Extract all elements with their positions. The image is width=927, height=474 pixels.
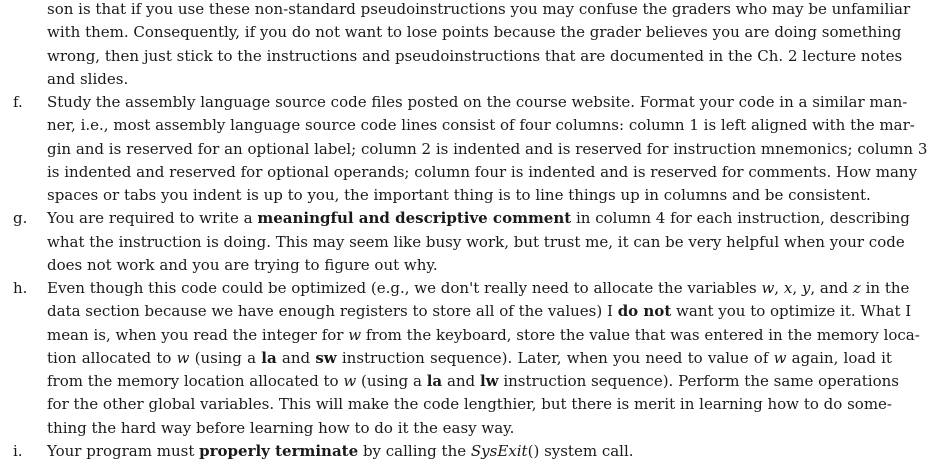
text-line: for the other global variables. This will make the code lengthier, but there is merit in learning how to do some- (47, 395, 892, 414)
text-line (47, 370, 899, 393)
text-run: from the keyboard, store the value that was entered in the memory loca- (365, 325, 920, 344)
bold-phrase: properly terminate (199, 441, 359, 460)
variable-w: w (176, 348, 190, 367)
text-run: Your program must (47, 441, 195, 460)
text-run: Even though this code could be optimized (e.g., we don't really need to allocate the variables (47, 279, 757, 297)
text-line: gin and is reserved for an optional label; column 2 is indented and is reserved for instruction mnemonics; column 3 (47, 139, 927, 158)
text-run: data section because we have enough registers to store all of the values) I (47, 302, 613, 321)
text-line: ner, i.e., most assembly language source code lines consist of four columns: column 1 is left aligned with the mar- (47, 116, 915, 135)
function-name: SysExit (470, 441, 528, 460)
text-line (47, 324, 920, 347)
text-run: from the memory location allocated to (47, 372, 339, 390)
list-item-i (0, 440, 922, 463)
text-run: and (281, 348, 311, 367)
text-run: (using a (360, 372, 422, 390)
instruction-la: la (261, 348, 277, 367)
text-run: instruction sequence). Perform the same operations (503, 372, 899, 390)
text-run: again, load it (791, 348, 892, 367)
bold-phrase: do not (617, 302, 672, 321)
instruction-lw: lw (479, 372, 499, 390)
text-run: (using a (194, 348, 257, 367)
text-line: thing the hard way before learning how to do it the easy way. (47, 418, 515, 437)
text-line (47, 207, 910, 230)
text-run: , (774, 279, 780, 297)
text-line: is indented and reserved for optional operands; column four is indented and is reserved for comments. How many (47, 162, 918, 181)
variable-w: w (343, 372, 357, 390)
list-marker: h. (13, 279, 28, 297)
text-line (47, 300, 912, 323)
text-line: spaces or tabs you indent is up to you, the important thing is to line things up in columns and be consistent. (47, 186, 871, 204)
text-run: , (792, 279, 798, 297)
list-marker: g. (13, 209, 28, 228)
text-line: son is that if you use these non-standard pseudoinstructions you may confuse the graders who may be unfamiliar (47, 0, 911, 18)
list-marker: f. (13, 93, 23, 111)
list-item-f (0, 91, 927, 207)
instruction-la: la (426, 372, 443, 390)
variable-x: x (783, 279, 793, 297)
variable-y: y (801, 279, 811, 297)
variable-w: w (773, 348, 787, 367)
text-run: You are required to write a (47, 209, 253, 228)
variable-z: z (852, 279, 861, 297)
text-run: mean is, when you read the integer for (47, 325, 344, 344)
text-run: () system call. (527, 441, 634, 460)
text-run: tion allocated to (47, 348, 172, 367)
list-item-h (0, 277, 922, 440)
instruction-sw: sw (315, 348, 337, 367)
text-line: what the instruction is doing. This may seem like busy work, but trust me, it can be very helpful when your code (47, 232, 905, 251)
list-item-g (0, 207, 922, 277)
text-run: in the (865, 279, 910, 297)
text-run: in column 4 for each instruction, describing (575, 209, 910, 228)
text-line: with them. Consequently, if you do not want to lose points because the grader believes you are doing something (47, 23, 902, 42)
text-line: does not work and you are trying to figure out why. (47, 255, 438, 274)
variable-w: w (761, 279, 775, 297)
list-marker: i. (13, 441, 23, 460)
bold-phrase: meaningful and descriptive comment (257, 209, 572, 228)
text-run: instruction sequence). Later, when you need to value of (341, 348, 769, 367)
text-line (47, 440, 892, 463)
text-line (47, 277, 910, 300)
text-run: and (446, 372, 476, 390)
text-line: and slides. (47, 69, 129, 88)
list-item-e-continuation (0, 0, 922, 91)
text-run: , and (810, 279, 849, 297)
text-line: Study the assembly language source code files posted on the course website. Format your code in a similar man- (47, 93, 908, 111)
text-line: wrong, then just stick to the instructions and pseudoinstructions that are documented in the Ch. 2 lecture notes (47, 46, 903, 65)
text-run: by calling the (362, 441, 467, 460)
text-run: want you to optimize it. What I (676, 302, 912, 321)
text-line (47, 347, 892, 370)
variable-w: w (348, 325, 362, 344)
